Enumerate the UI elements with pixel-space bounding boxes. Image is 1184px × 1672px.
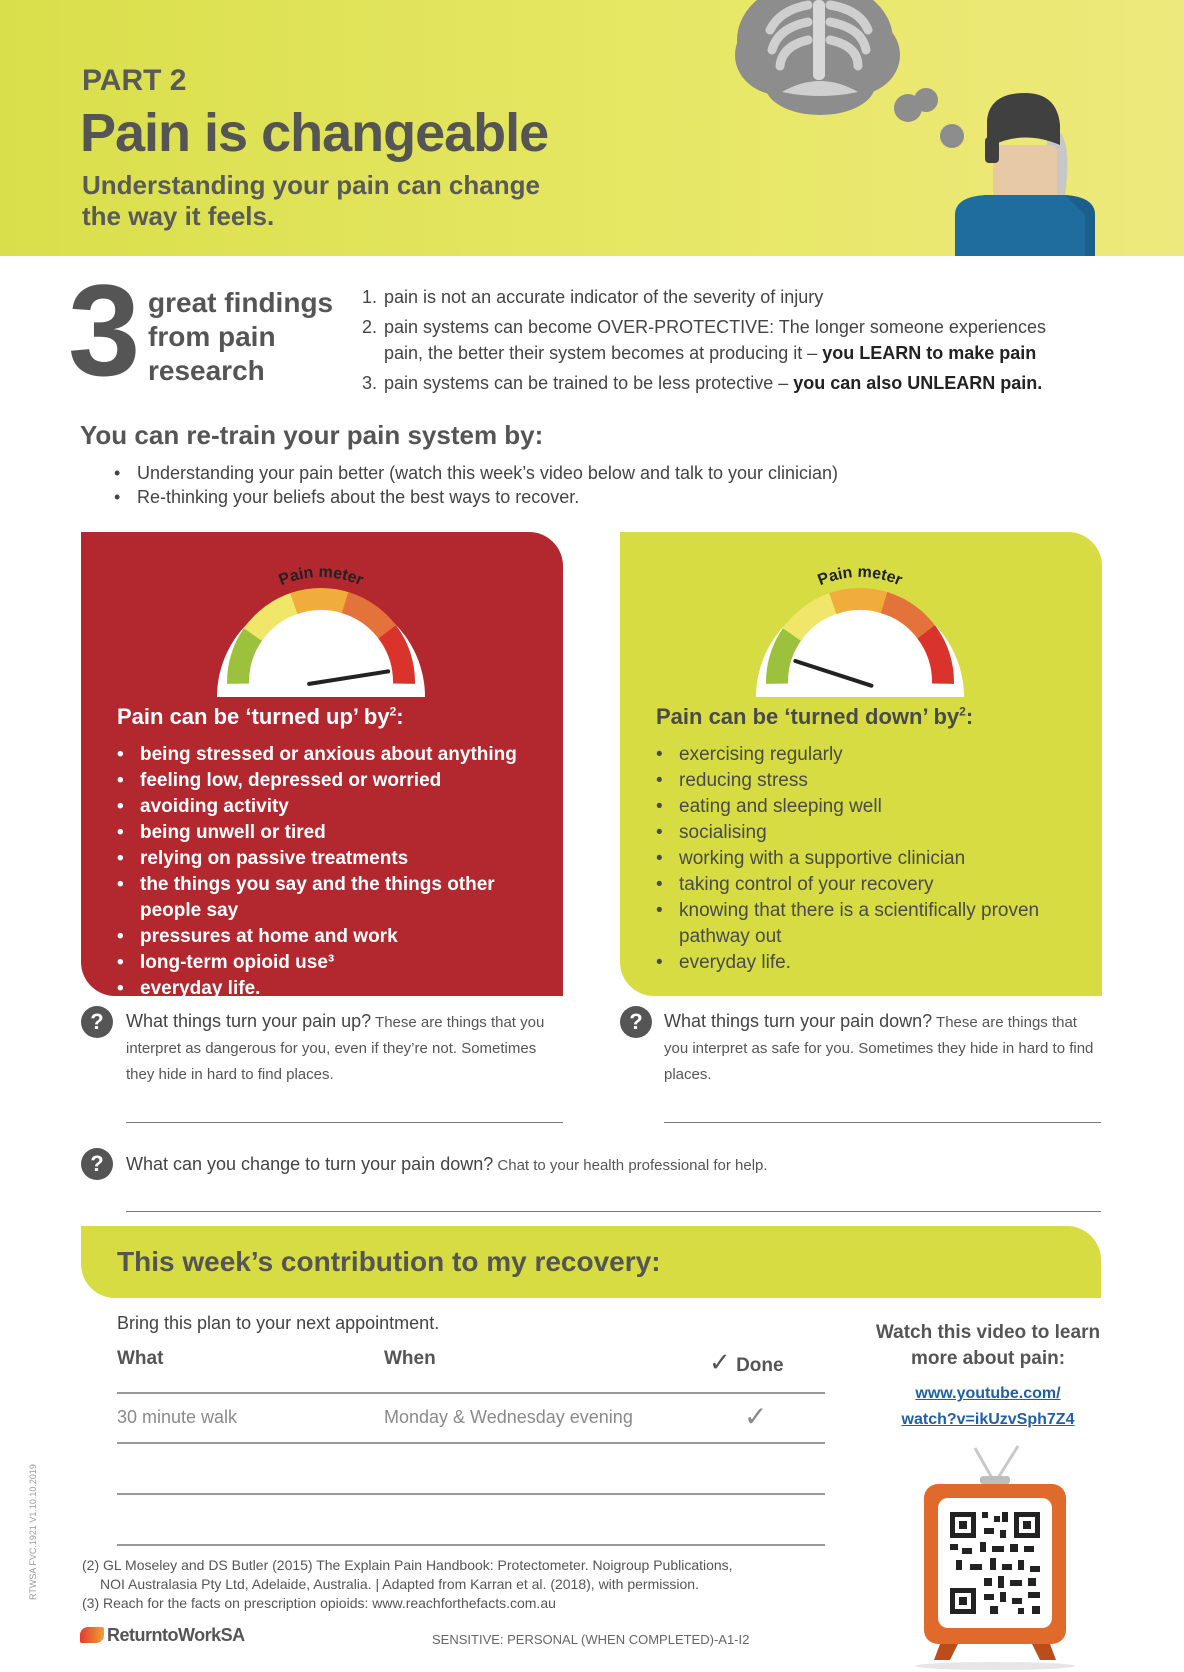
- row-when-cell[interactable]: Monday & Wednesday evening: [384, 1407, 633, 1427]
- answer-line-change[interactable]: [126, 1211, 1101, 1212]
- contribution-title: This week’s contribution to my recovery:: [117, 1246, 661, 1277]
- finding-number: 1.: [362, 287, 378, 307]
- finding-item: [362, 314, 1082, 366]
- contribution-banner: [81, 1226, 1101, 1298]
- check-icon: ✓: [709, 1348, 731, 1378]
- list-item: • socialising: [656, 820, 1096, 846]
- list-item: • relying on passive treatments: [117, 846, 557, 872]
- list-item: • feeling low, depressed or worried: [117, 768, 557, 794]
- turned-up-list: [117, 742, 557, 1002]
- question-lead: What can you change to turn your pain down?: [126, 1154, 494, 1174]
- turned-up-panel: [81, 532, 563, 999]
- question-hint: These are things that you interpret as dangerous for you, even if they’re not. Sometimes they hide in hard to find places.: [126, 1014, 545, 1083]
- row-done-check[interactable]: ✓: [744, 1400, 768, 1433]
- list-item: • long-term opioid use³: [117, 950, 557, 976]
- footnote-ref: 2: [389, 704, 397, 719]
- svg-text:Pain meter: [277, 564, 366, 589]
- turned-down-panel: [620, 532, 1102, 996]
- header-banner: [0, 0, 1184, 256]
- finding-text: pain systems can be trained to be less protective –: [384, 373, 794, 393]
- turned-down-list: [656, 742, 1096, 976]
- answer-line-pain-up[interactable]: [126, 1122, 563, 1123]
- list-item: • reducing stress: [656, 768, 1096, 794]
- retrain-heading: You can re-train your pain system by:: [80, 420, 544, 450]
- question-pain-up: [126, 1008, 566, 1088]
- list-item: • working with a supportive clinician: [656, 846, 1096, 872]
- list-item: • being unwell or tired: [117, 820, 557, 846]
- footnote-2: (2) GL Moseley and DS Butler (2015) The Explain Pain Handbook: Protectometer. Noigroup Publications,: [82, 1557, 733, 1573]
- footnote-2-continued: NOI Australasia Pty Ltd, Adelaide, Australia. | Adapted from Karran et al. (2018), with permission.: [100, 1576, 699, 1592]
- list-item: • pressures at home and work: [117, 924, 557, 950]
- finding-text: pain is not an accurate indicator of the severity of injury: [384, 287, 824, 307]
- qr-code[interactable]: [950, 1512, 1040, 1614]
- page-subtitle: Understanding your pain can change the way it feels.: [82, 170, 540, 231]
- footnotes: [82, 1556, 782, 1613]
- link-line[interactable]: www.youtube.com/: [915, 1385, 1061, 1402]
- list-item: • being stressed or anxious about anything: [117, 742, 557, 768]
- logo-text: ReturntoWork: [107, 1625, 221, 1645]
- col-what-header: What: [117, 1348, 164, 1369]
- person-illustration: [945, 85, 1115, 256]
- table-rule: [117, 1544, 825, 1546]
- finding-item: [362, 284, 1082, 310]
- sensitivity-label: SENSITIVE: PERSONAL (WHEN COMPLETED)-A1-I2: [432, 1632, 750, 1647]
- finding-emphasis: you can also UNLEARN pain.: [793, 373, 1043, 393]
- col-when-header: When: [384, 1348, 436, 1369]
- question-icon: ?: [81, 1006, 113, 1038]
- list-item: • avoiding activity: [117, 794, 557, 820]
- list-item: • eating and sleeping well: [656, 794, 1096, 820]
- list-item: • everyday life.: [117, 976, 557, 1002]
- turned-down-heading: [656, 704, 973, 730]
- logo-suffix: SA: [220, 1625, 245, 1645]
- youtube-link[interactable]: [868, 1381, 1108, 1433]
- list-item: • everyday life.: [656, 950, 1096, 976]
- page-title: Pain is changeable: [80, 103, 549, 163]
- col-done-header: [709, 1348, 784, 1378]
- table-rule: [117, 1392, 825, 1394]
- row-what-cell[interactable]: 30 minute walk: [117, 1407, 238, 1427]
- list-item: • exercising regularly: [656, 742, 1096, 768]
- findings-list: [362, 284, 1082, 400]
- list-item: • the things you say and the things other people say: [117, 872, 557, 924]
- retrain-item: • Re-thinking your beliefs about the best ways to recover.: [114, 485, 1014, 509]
- finding-number: 3.: [362, 373, 378, 393]
- bring-plan-text: Bring this plan to your next appointment.: [117, 1313, 440, 1333]
- list-item: • knowing that there is a scientifically proven pathway out: [656, 898, 1096, 950]
- table-rule: [117, 1493, 825, 1495]
- heading-colon: :: [965, 704, 974, 729]
- pain-meter-low-gauge: [750, 542, 970, 702]
- question-icon: ?: [620, 1006, 652, 1038]
- question-lead: What things turn your pain up?: [126, 1011, 372, 1031]
- turned-down-heading-text: Pain can be ‘turned down’ by: [656, 704, 960, 729]
- findings-label: great findings from pain research: [148, 287, 334, 386]
- finding-emphasis: you LEARN to make pain: [822, 343, 1037, 363]
- retrain-list: [114, 461, 1014, 509]
- table-rule: [117, 1442, 825, 1444]
- finding-text: pain systems can become OVER-PROTECTIVE: The longer someone experiences pain, the better their system becomes at producing it –: [384, 317, 1046, 363]
- col-done-label: Done: [736, 1355, 784, 1376]
- finding-number: 2.: [362, 317, 378, 337]
- retrain-item: • Understanding your pain better (watch this week’s video below and talk to your clinician): [114, 461, 1014, 485]
- footnote-ref: 2: [959, 704, 966, 719]
- question-change: [126, 1151, 1026, 1179]
- pain-meter-label: Pain meter: [276, 563, 366, 590]
- list-item: • taking control of your recovery: [656, 872, 1096, 898]
- link-line[interactable]: watch?v=ikUzvSph7Z4: [901, 1411, 1075, 1428]
- pain-meter-label: Pain meter: [815, 563, 905, 590]
- turned-up-heading: [117, 704, 404, 730]
- question-lead: What things turn your pain down?: [664, 1011, 933, 1031]
- document-code: RTWSA FVC.1921 V1.10.10.2019: [28, 1464, 38, 1600]
- findings-number: 3: [68, 257, 141, 403]
- returntoworksa-logo: [80, 1625, 245, 1646]
- question-hint: Chat to your health professional for help.: [493, 1157, 768, 1174]
- finding-item: [362, 370, 1082, 396]
- footnote-3: (3) Reach for the facts on prescription opioids: www.reachforthefacts.com.au: [82, 1595, 556, 1611]
- svg-text:Pain meter: [816, 564, 905, 589]
- turned-up-heading-text: Pain can be ‘turned up’ by: [117, 704, 390, 729]
- heading-colon: :: [396, 704, 404, 729]
- logo-mark-icon: [80, 1627, 104, 1643]
- video-heading: Watch this video to learn more about pain:: [875, 1322, 1101, 1369]
- answer-line-pain-down[interactable]: [664, 1122, 1101, 1123]
- question-icon: ?: [81, 1148, 113, 1180]
- question-hint: These are things that you interpret as safe for you. Sometimes they hide in hard to find places.: [664, 1014, 1094, 1083]
- pain-meter-high-gauge: [211, 542, 431, 702]
- question-pain-down: [664, 1008, 1104, 1088]
- part-label: PART 2: [82, 64, 187, 97]
- tv-qr-code-illustration[interactable]: [900, 1440, 1090, 1670]
